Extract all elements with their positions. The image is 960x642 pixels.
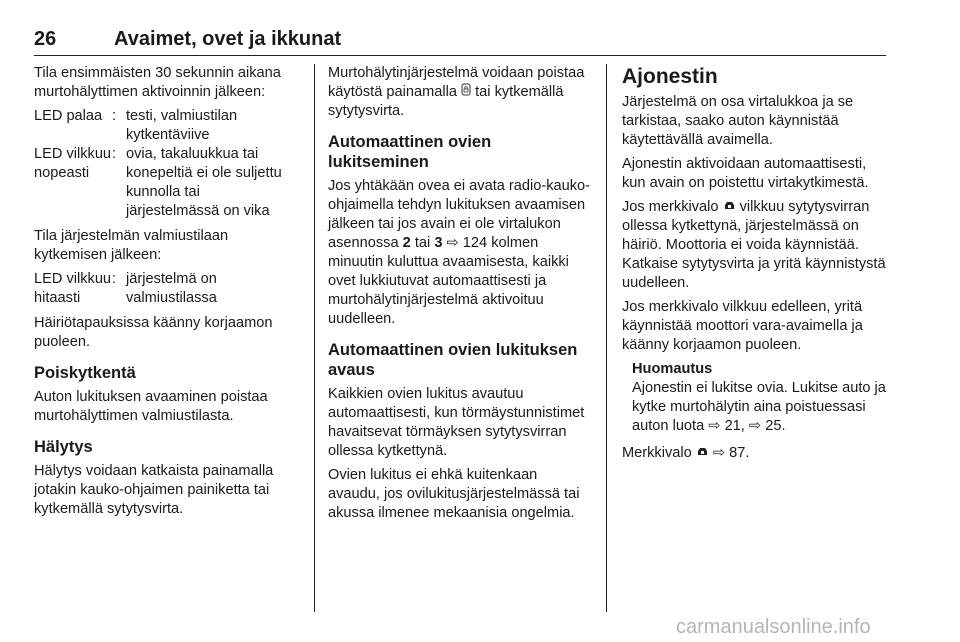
armed-status-intro: Tila järjestelmän valmiustilaan kytkemisen jälkeen:: [34, 228, 229, 263]
column-3: [622, 64, 888, 468]
reference-arrow-icon: ⇨: [708, 445, 730, 461]
list-description: testi, valmiustilan kytkentäviive: [126, 108, 238, 143]
lock-button-icon: [461, 83, 471, 102]
list-item: LED palaa : testi, valmiustilan kytkentäviive: [34, 107, 296, 145]
list-description: järjestelmä on valmiustilassa: [126, 271, 217, 306]
immobiliser-warning-icon: [696, 444, 709, 463]
heading-deactivation: Poiskytkentä: [34, 364, 136, 382]
page-reference[interactable]: 21,: [720, 418, 749, 434]
indicator-reference: Merkkivalo ⇨ 87.: [622, 445, 750, 461]
alarm-text: Hälytys voidaan katkaista painamalla jotakin kauko-ohjaimen painiketta tai kytkemällä sytytysvirta.: [34, 463, 274, 517]
heading-immobiliser: Ajonestin: [622, 65, 718, 88]
column-divider: [314, 64, 315, 612]
immobiliser-text: Järjestelmä on osa virtalukkoa ja se tarkistaa, saako auton käynnistää käytettävällä avaimella.: [622, 94, 854, 148]
list-term: LED palaa: [34, 108, 103, 124]
list-description: ovia, takaluukkua tai konepeltiä ei ole suljettu kunnolla tai järjestelmässä on vika: [126, 146, 282, 219]
heading-auto-unlock: Automaattinen ovien lukituksen avaus: [328, 341, 578, 379]
heading-auto-lock: Automaattinen ovien lukitseminen: [328, 133, 492, 171]
watermark: carmanualsonline.info: [676, 616, 871, 638]
note-box: [632, 360, 888, 436]
immobiliser-warning-text: Jos merkkivalo vilkkuu sytytysvirran ollessa kytkettynä, järjestelmässä on häiriö. Moottoria ei voida käynnistää. Katkaise sytytysvirta ja yritä käynnistystä uudelleen.: [622, 199, 886, 291]
list-item: LED vilkkuu nopeasti : ovia, takaluukkua tai konepeltiä ei ole suljettu kunnolla tai järjestelmässä on vika: [34, 145, 296, 221]
note-title: Huomautus: [632, 361, 713, 377]
heading-alarm: Hälytys: [34, 438, 93, 456]
header-divider: [34, 55, 886, 56]
page-number: 26: [34, 28, 57, 50]
reference-arrow-icon: ⇨: [442, 235, 463, 251]
page-header: [34, 28, 886, 52]
immobiliser-activation-text: Ajonestin aktivoidaan automaattisesti, kun avain on poistettu virtakytkimestä.: [622, 156, 869, 191]
list-term: LED vilkkuu hitaasti: [34, 271, 112, 306]
led-status-list: [34, 107, 296, 221]
immobiliser-warning-icon: [723, 198, 736, 217]
page-reference[interactable]: 124: [462, 235, 488, 251]
list-item: LED vilkkuu hitaasti : järjestelmä on valmiustilassa: [34, 270, 296, 308]
page-reference[interactable]: 25.: [761, 418, 786, 434]
deactivation-text: Auton lukituksen avaaminen poistaa murtohälyttimen valmiustilasta.: [34, 389, 268, 424]
note-text: Ajonestin ei lukitse ovia. Lukitse auto ja kytke murtohälytin aina poistuessasi auton luota ⇨ 21, ⇨ 25.: [632, 380, 886, 434]
column-2: [328, 64, 592, 528]
armed-status-list: [34, 270, 296, 308]
chapter-title: Avaimet, ovet ja ikkunat: [114, 28, 342, 50]
auto-unlock-text: Kaikkien ovien lukitus avautuu automaattisesti, kun törmäystunnistimet havaitsevat törmäyksen sytytysvirran ollessa kytkettynä.: [328, 386, 585, 459]
list-term: LED vilkkuu nopeasti: [34, 146, 112, 181]
immobiliser-retry-text: Jos merkkivalo vilkkuu edelleen, yritä käynnistää moottori vara-avaimella ja käänny korjaamon puoleen.: [622, 299, 863, 353]
deactivate-paragraph: Murtohälytinjärjestelmä voidaan poistaa käytöstä painamalla tai kytkemällä sytytysvirta.: [328, 65, 585, 119]
alarm-status-intro: Tila ensimmäisten 30 sekunnin aikana murtohälyttimen aktivoinnin jälkeen:: [34, 65, 281, 100]
column-divider: [606, 64, 607, 612]
reference-arrow-icon: ⇨: [708, 418, 721, 434]
column-1: [34, 64, 296, 524]
page-reference[interactable]: 87.: [729, 445, 750, 461]
reference-arrow-icon: ⇨: [748, 418, 762, 434]
unlock-caveat-text: Ovien lukitus ei ehkä kuitenkaan avaudu, jos ovilukitusjärjestelmässä tai akussa ilmenee mekaanisia ongelmia.: [328, 467, 580, 521]
fault-text: Häiriötapauksissa käänny korjaamon puoleen.: [34, 315, 273, 350]
auto-lock-text: Jos yhtäkään ovea ei avata radio-kauko-ohjaimella tehdyn lukituksen avaamisen jälkeen tai jos avain ei ole virtalukon asennossa 2 tai 3 ⇨ 124 kolmen minuutin kuluttua avaamisesta, kaikki ovet lukkiutuvat automaattisesti ja murtohälytinjärjestelmä aktivoituu uudelleen.: [328, 178, 591, 327]
